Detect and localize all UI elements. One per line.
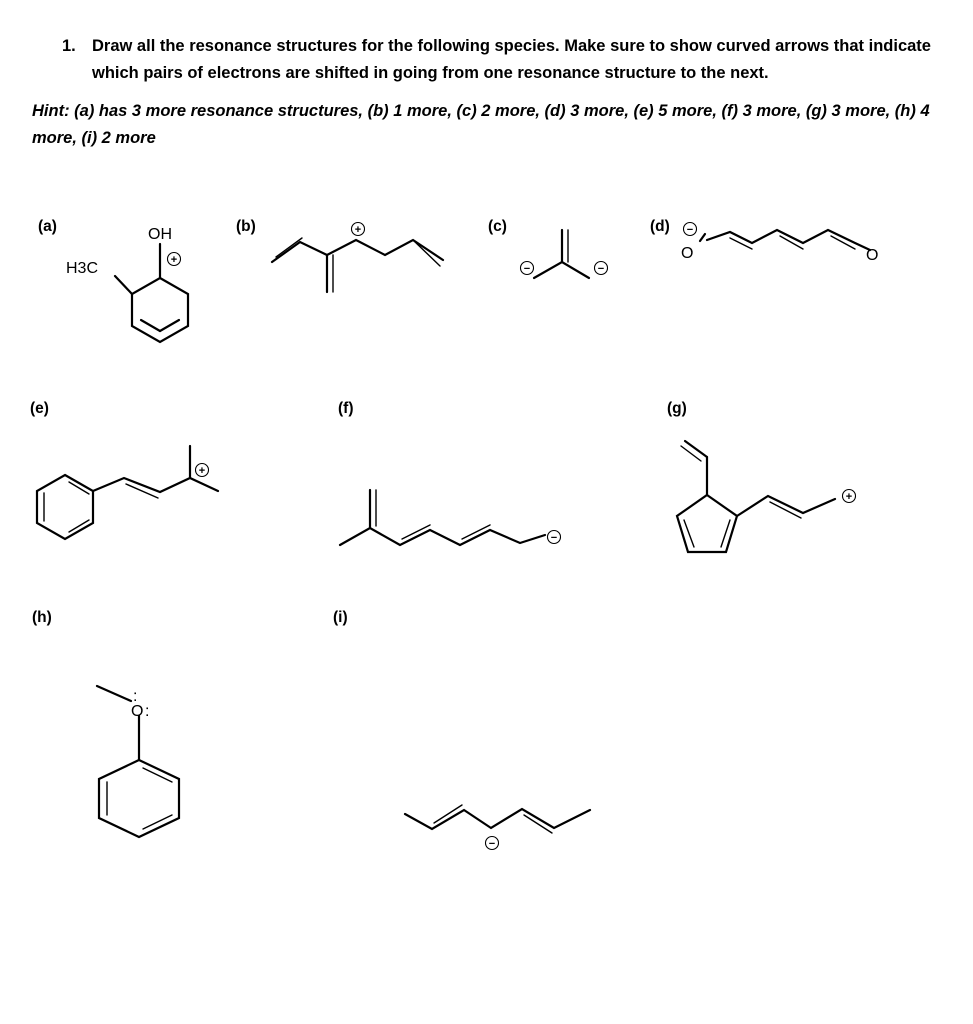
question-number: 1. bbox=[62, 37, 76, 55]
lone-pair: : bbox=[145, 703, 150, 720]
structure-b bbox=[272, 223, 443, 293]
label-a: (a) bbox=[38, 218, 57, 235]
structure-d bbox=[681, 223, 878, 265]
ring-double-bond bbox=[141, 320, 160, 331]
svg-text:+: + bbox=[845, 491, 853, 503]
label-h: (h) bbox=[32, 609, 52, 626]
atom-o: O bbox=[681, 245, 694, 262]
label-i: (i) bbox=[333, 609, 348, 626]
question-text: Draw all the resonance structures for the following species. Make sure to show curved arrows that indicate which pairs of electrons are shifted in going from one resonance structure to the next. bbox=[92, 37, 931, 82]
label-f: (f) bbox=[338, 400, 354, 417]
structure-e bbox=[37, 446, 218, 539]
label-d: (d) bbox=[650, 218, 670, 235]
label-g: (g) bbox=[667, 400, 687, 417]
structure-f bbox=[340, 490, 561, 545]
svg-text:+: + bbox=[354, 224, 362, 236]
svg-text:−: − bbox=[597, 263, 605, 275]
structure-c bbox=[521, 230, 608, 278]
structure-g bbox=[677, 441, 856, 552]
atom-o: O bbox=[866, 247, 879, 264]
label-c: (c) bbox=[488, 218, 507, 235]
svg-text:+: + bbox=[170, 254, 178, 266]
atom-oh: OH bbox=[148, 226, 172, 243]
lone-pair: : bbox=[133, 688, 138, 705]
atom-o: O bbox=[131, 703, 144, 720]
atom-h3c: H3C bbox=[66, 260, 99, 277]
svg-text:−: − bbox=[550, 532, 558, 544]
hint-text: Hint: (a) has 3 more resonance structures, (b) 1 more, (c) 2 more, (d) 3 more, (e) 5 more, (f) 3 more, (g) 3 more, (h) 4 more, (i) 2 more bbox=[32, 102, 930, 147]
svg-text:−: − bbox=[686, 224, 694, 236]
structure-i bbox=[405, 805, 590, 850]
svg-text:−: − bbox=[523, 263, 531, 275]
svg-text:+: + bbox=[198, 465, 206, 477]
svg-text:−: − bbox=[488, 838, 496, 850]
structure-h bbox=[97, 686, 179, 837]
structure-a bbox=[66, 226, 188, 342]
label-e: (e) bbox=[30, 400, 49, 417]
label-b: (b) bbox=[236, 218, 256, 235]
